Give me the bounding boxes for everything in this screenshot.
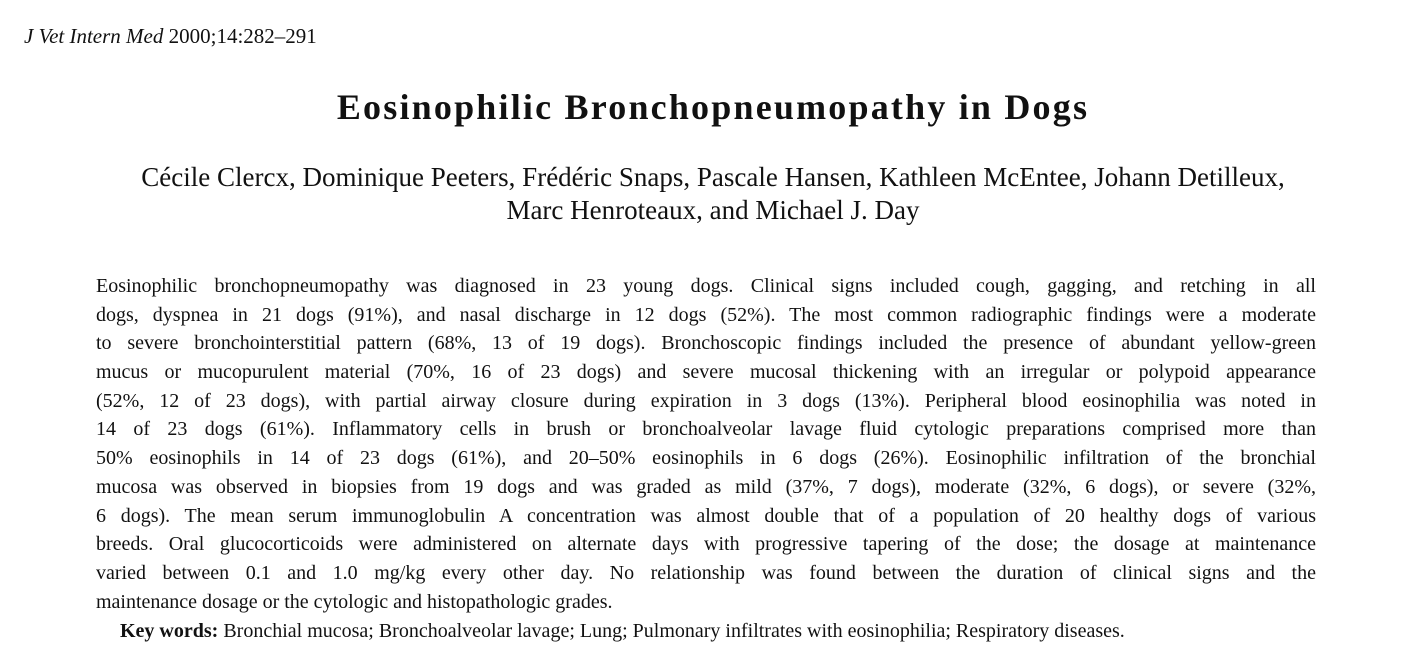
abstract-line: maintenance dosage or the cytologic and histopathologic grades. [96,590,613,613]
abstract-line: dogs, dyspnea in 21 dogs (91%), and nasal discharge in 12 dogs (52%). The most common radiographic findings were a moderate [96,303,1316,326]
abstract-line: varied between 0.1 and 1.0 mg/kg every other day. No relationship was found between the duration of clinical signs and the [96,561,1316,584]
abstract-line: 50% eosinophils in 14 of 23 dogs (61%), and 20–50% eosinophils in 6 dogs (26%). Eosinophilic infiltration of the bronchial [96,447,1316,470]
authors-line-2: Marc Henroteaux, and Michael J. Day [506,195,920,225]
journal-name: J Vet Intern Med [24,24,164,48]
abstract-line: to severe bronchointerstitial pattern (68%, 13 of 19 dogs). Bronchoscopic findings included the presence of abundant yellow-green [96,332,1316,355]
citation-details: 2000;14:282–291 [163,24,317,48]
author-list [0,161,1426,227]
abstract-line: breeds. Oral glucocorticoids were administered on alternate days with progressive tapering of the dose; the dosage at maintenance [96,533,1316,556]
abstract-line: 6 dogs). The mean serum immunoglobulin A concentration was almost double that of a population of 20 healthy dogs of various [96,504,1316,527]
key-words [120,617,1125,645]
key-words-text: Bronchial mucosa; Bronchoalveolar lavage; Lung; Pulmonary infiltrates with eosinophilia; Respiratory diseases. [218,620,1125,642]
abstract-line: (52%, 12 of 23 dogs), with partial airway closure during expiration in 3 dogs (13%). Peripheral blood eosinophilia was noted in [96,389,1316,412]
abstract [96,272,1316,616]
journal-citation [24,22,317,50]
abstract-line: mucosa was observed in biopsies from 19 dogs and was graded as mild (37%, 7 dogs), moderate (32%, 6 dogs), or severe (32%, [96,475,1316,498]
abstract-line: 14 of 23 dogs (61%). Inflammatory cells in brush or bronchoalveolar lavage fluid cytologic preparations comprised more than [96,418,1316,441]
key-words-label: Key words: [120,620,219,642]
abstract-line: mucus or mucopurulent material (70%, 16 of 23 dogs) and severe mucosal thickening with an irregular or polypoid appearance [96,361,1316,384]
paper-title: Eosinophilic Bronchopneumopathy in Dogs [336,87,1090,127]
abstract-line: Eosinophilic bronchopneumopathy was diagnosed in 23 young dogs. Clinical signs included cough, gagging, and retching in all [96,275,1316,297]
authors-line-1: Cécile Clercx, Dominique Peeters, Frédéric Snaps, Pascale Hansen, Kathleen McEntee, Johann Detilleux, [141,162,1285,192]
